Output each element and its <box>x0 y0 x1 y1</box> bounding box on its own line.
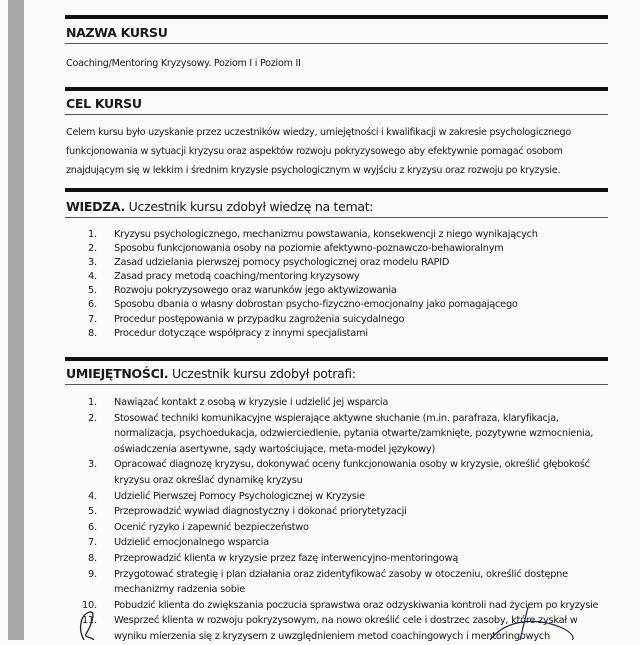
list-item: 8. Procedur dotyczące współpracy z innymi specjalistami <box>88 327 368 339</box>
list-item: 2. Sposobu funkcjonowania osoby na poziomie afektywno-poznawczo-behawioralnym <box>88 243 504 255</box>
knowledge-heading <box>66 199 373 214</box>
skills-heading-text: Uczestnik kursu zdobył potrafi: <box>168 366 356 381</box>
signature-left-icon <box>70 610 110 640</box>
list-item: 5. Rozwoju pokryzysowego oraz warunków jego aktywizowania <box>88 285 397 297</box>
list-item: 7. Procedur postępowania w przypadku zagrożenia suicydalnego <box>88 313 405 325</box>
list-item: 8. Przeprowadzić klienta w kryzysie przez fazę interwencyjno-mentoringową <box>88 552 459 564</box>
course-goal-paragraph <box>66 123 571 180</box>
list-item: 6. Sposobu dbania o własny dobrostan psycho-fizyczno-emocjonalny jako pomagającego <box>88 299 518 311</box>
list-item: 2. Stosować techniki komunikacyjne wspierające aktywne słuchanie (m.in. parafraza, klaryfikacja, normalizacja, psychoedukacja, odzwierciedlenie, pytania otwarte/zamknięte, pozytywne wzmocnienia, oświadczenia asertywne, sądy wartościujące, meta-model językowy) <box>88 412 594 455</box>
skills-heading-label: UMIEJĘTNOŚCI. <box>66 366 169 381</box>
list-item: 4. Udzielić Pierwszej Pomocy Psychologicznej w Kryzysie <box>88 490 365 502</box>
course-name-heading: NAZWA KURSU <box>66 25 168 40</box>
course-goal-line: znajdującym się w lekkim i średnim kryzysie psychologicznym w wyjściu z kryzysu oraz rozwoju po kryzysie. <box>66 165 561 176</box>
course-goal-line: Celem kursu było uzyskanie przez uczestników wiedzy, umiejętności i kwalifikacji w zakresie psychologicznego <box>66 127 572 138</box>
section-rule-thick <box>65 15 608 19</box>
list-item: 4. Zasad pracy metodą coaching/mentoring kryzysowy <box>88 271 360 283</box>
knowledge-list <box>88 228 538 341</box>
list-item: 5. Przeprowadzić wywiad diagnostyczny i dokonać priorytetyzacji <box>88 506 407 518</box>
scan-binding-strip <box>8 0 24 640</box>
section-rule-thick <box>65 87 608 91</box>
section-rule-thick <box>65 188 608 192</box>
list-item: 7. Udzielić emocjonalnego wsparcia <box>88 537 269 549</box>
list-item: 6. Ocenić ryzyko i zapewnić bezpieczeństwo <box>88 521 309 533</box>
course-goal-heading: CEL KURSU <box>66 96 142 111</box>
list-item: 10. Pobudzić klienta do zwiększania poczucia sprawstwa oraz odzyskiwania kontroli nad życiem po kryzysie <box>82 599 599 611</box>
section-rule-thick <box>65 357 608 361</box>
section-rule-thin <box>65 384 608 385</box>
course-name-value: Coaching/Mentoring Kryzysowy. Poziom I i Poziom II <box>66 58 301 69</box>
list-item: 9. Przygotować strategię i plan działania oraz zidentyfikować zasoby w otoczeniu, określić dostępne mechanizmy radzenia sobie <box>88 568 568 596</box>
list-item: 11. Wesprzeć klienta w rozwoju pokryzysowym, na nowo określić cele i dostrzec zasoby, które zyskał w wyniku mierzenia się z kryzysem z uwzględnieniem metod coachingowych i mentoringowych <box>82 615 578 642</box>
list-item: 3. Zasad udzielania pierwszej pomocy psychologicznej oraz modelu RAPID <box>88 257 450 269</box>
section-rule-thin <box>65 217 608 218</box>
list-item: 1. Kryzysu psychologicznego, mechanizmu powstawania, konsekwencji z niego wynikających <box>88 229 538 240</box>
knowledge-heading-label: WIEDZA. <box>66 199 125 214</box>
list-item: 1. Nawiązać kontakt z osobą w kryzysie i udzielić jej wsparcia <box>88 397 389 408</box>
section-rule-thin <box>65 114 608 115</box>
course-goal-line: funkcjonowania w sytuacji kryzysu oraz aspektów rozwoju pokryzysowego aby efektywnie pomagać osobom <box>66 146 563 157</box>
skills-heading <box>66 366 356 381</box>
knowledge-heading-text: Uczestnik kursu zdobył wiedzę na temat: <box>124 199 374 214</box>
list-item: 3. Opracować diagnozę kryzysu, dokonywać oceny funkcjonowania osoby w kryzysie, określić głębokość kryzysu oraz określać dynamikę kryzysu <box>88 459 590 486</box>
section-rule-thin <box>65 43 608 44</box>
signature-right-icon <box>480 605 590 640</box>
